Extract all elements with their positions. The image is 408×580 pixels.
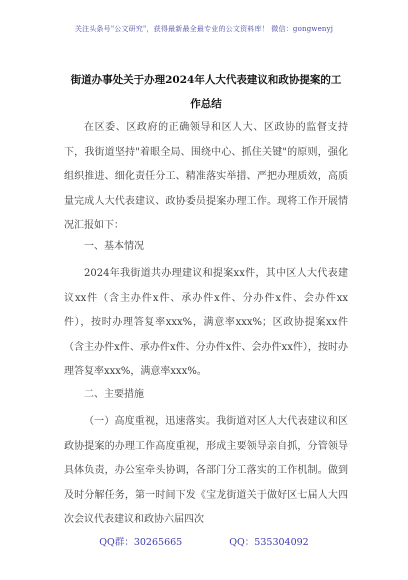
footer-contact xyxy=(0,534,408,548)
section-2-body: （一）高度重视，迅速落实。我街道对区人大代表建议和区政协提案的办理工作高度重视，形成主要领导亲自抓，分管领导具体负责，办公室牵头协调，各部门分工落实的工作机制。做到及时分解任务，第一时间下发《宝龙街道关于做好区七届人大四次会议代表建议和政协六届四次 xyxy=(64,416,348,525)
section-1-body: 2024年我街道共办理建议和提案xx件，其中区人大代表建议xx件（含主办件x件、承办件x件、分办件x件、会办件xx件），按时办理答复率xxx%，满意率xxx%；区政协提案xx件（含主办件x件、承办件x件、分办件x件、会办件xx件），按时办理答复率xxx%，满意率xxx%。 xyxy=(64,268,348,377)
section-2-heading: 二、主要措施 xyxy=(84,389,144,400)
section-1-heading: 一、基本情况 xyxy=(84,241,144,252)
title-line-1: 街道办事处关于办理2024年人大代表建议和政协提案的工 xyxy=(70,74,342,86)
footer-qq: QQ：535304092 xyxy=(229,537,309,548)
intro-paragraph: 在区委、区政府的正确领导和区人大、区政协的监督支持下，我街道坚持"着眼全局、围绕中心、抓住关键"的原则，强化组织推进、细化责任分工、精准落实举措、严把办理质效，高质量完成人大代表建议、政协委员提案办理工作。现将工作开展情况汇报如下： xyxy=(64,122,348,231)
header-banner: 关注头条号"公文研究"，获得最新最全最专业的公文资料库！ 微信：gongwenyj xyxy=(74,25,334,33)
document-title xyxy=(56,68,356,116)
footer-qq-group: QQ群：30265665 xyxy=(99,537,183,548)
title-line-2: 作总结 xyxy=(190,98,222,110)
